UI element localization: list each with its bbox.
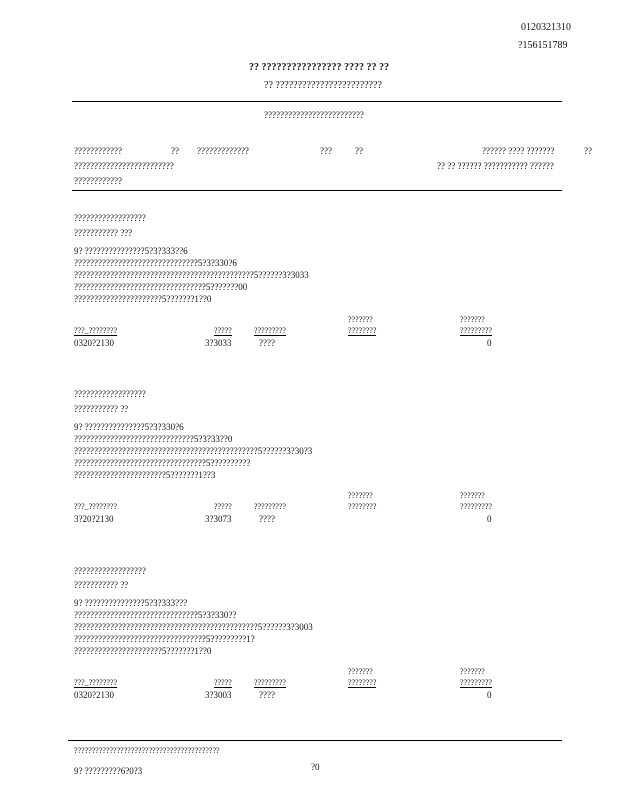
record-subheading: ??????????? ?? bbox=[74, 404, 129, 414]
header-rule bbox=[72, 101, 562, 102]
column-header: ????????? bbox=[460, 326, 492, 335]
column-header: ???_???????? bbox=[74, 326, 118, 335]
record-line: ??????????????????????????????????????????????5??????3?30?3 bbox=[74, 446, 313, 456]
info-field-5: ?? bbox=[355, 146, 363, 156]
column-header: ??????? bbox=[460, 667, 485, 676]
info-field-7: ?? bbox=[584, 146, 592, 156]
info-field-4: ??? bbox=[320, 146, 332, 156]
record-line: ?????????????????????????????????5?????????1? bbox=[74, 634, 255, 644]
info-field-6: ?????? ???? ??????? bbox=[482, 146, 555, 156]
column-header: ???????? bbox=[348, 678, 377, 687]
record-heading: ?????????????????? bbox=[74, 389, 146, 399]
column-header: ????????? bbox=[254, 678, 286, 687]
record-line: ??????????????????????????????5?3?33??0 bbox=[74, 434, 233, 444]
column-header: ????????? bbox=[460, 502, 492, 511]
record-line: ?????????????????????????????????????????????5??????3?3033 bbox=[74, 270, 309, 280]
column-header: ????????? bbox=[254, 502, 286, 511]
record-subheading: ??????????? ??? bbox=[74, 228, 133, 238]
column-header: ????????? bbox=[254, 326, 286, 335]
info-line-right: ?? ?? ?????? ??????????? ?????? bbox=[437, 161, 554, 171]
record-value: 0 bbox=[487, 690, 492, 700]
page-number: ?0 bbox=[311, 762, 320, 772]
info-field-2: ?? bbox=[171, 146, 179, 156]
section-title: ????????????????????????? bbox=[264, 110, 364, 120]
record-value: 0 bbox=[487, 514, 492, 524]
info-line-3: ???????????? bbox=[74, 176, 122, 186]
record-line: 9? ???????????????5?3?330?6 bbox=[74, 422, 184, 432]
record-value: 0320?2130 bbox=[74, 338, 114, 348]
column-header: ????? bbox=[214, 326, 232, 335]
column-header: ????? bbox=[214, 678, 232, 687]
info-line-left: ????????????????????????? bbox=[74, 161, 174, 171]
record-value: 3?3033 bbox=[205, 338, 232, 348]
footer-rule bbox=[68, 740, 562, 741]
record-value: 3?3003 bbox=[205, 690, 232, 700]
footer-note: ????????????????????????????????????????? bbox=[74, 746, 220, 755]
column-header: ????? bbox=[214, 502, 232, 511]
column-header: ????????? bbox=[460, 678, 492, 687]
info-field-1: ???????????? bbox=[74, 146, 122, 156]
record-value: 0320?2130 bbox=[74, 690, 114, 700]
record-line: ?????????????????????????????????5???????00 bbox=[74, 282, 248, 292]
record-heading: ?????????????????? bbox=[74, 213, 146, 223]
document-id: 0120321310 bbox=[521, 22, 571, 33]
record-line: ???????????????????????????????5?3?330?? bbox=[74, 610, 237, 620]
footer-reference: 9? ?????????6?0?3 bbox=[74, 766, 143, 776]
record-line: ?????????????????????????????????5?????????? bbox=[74, 458, 251, 468]
column-header: ??????? bbox=[460, 315, 485, 324]
record-value: ???? bbox=[259, 690, 275, 700]
record-line: ???????????????????????5???????1??3 bbox=[74, 470, 216, 480]
record-line: ??????????????????????5???????1??0 bbox=[74, 646, 212, 656]
column-header: ???_???????? bbox=[74, 502, 118, 511]
record-line: ??????????????????????5???????1??0 bbox=[74, 294, 212, 304]
record-value: ???? bbox=[259, 514, 275, 524]
document-title: ?? ???????????????? ???? ?? ?? bbox=[249, 62, 389, 73]
column-header: ??????? bbox=[348, 667, 373, 676]
column-header: ??????? bbox=[348, 315, 373, 324]
record-line: 9? ???????????????5?3?333??? bbox=[74, 598, 188, 608]
record-value: 3?3073 bbox=[205, 514, 232, 524]
document-id-secondary: ?156151789 bbox=[518, 40, 568, 51]
column-header: ??????? bbox=[460, 491, 485, 500]
record-heading: ?????????????????? bbox=[74, 566, 146, 576]
column-header: ???????? bbox=[348, 502, 377, 511]
record-line: ???????????????????????????????5?3?330?6 bbox=[74, 258, 237, 268]
record-subheading: ??????????? ?? bbox=[74, 580, 129, 590]
document-subtitle: ?? ???????????????????????? bbox=[264, 80, 382, 91]
info-rule bbox=[72, 190, 562, 191]
record-value: 3?20?2130 bbox=[74, 514, 114, 524]
record-line: 9? ???????????????5?3?333??6 bbox=[74, 246, 188, 256]
column-header: ???????? bbox=[348, 326, 377, 335]
record-value: ???? bbox=[259, 338, 275, 348]
info-field-3: ????????????? bbox=[197, 146, 249, 156]
record-line: ??????????????????????????????????????????????5??????3?3003 bbox=[74, 622, 313, 632]
record-value: 0 bbox=[487, 338, 492, 348]
column-header: ???_???????? bbox=[74, 678, 118, 687]
column-header: ??????? bbox=[348, 491, 373, 500]
